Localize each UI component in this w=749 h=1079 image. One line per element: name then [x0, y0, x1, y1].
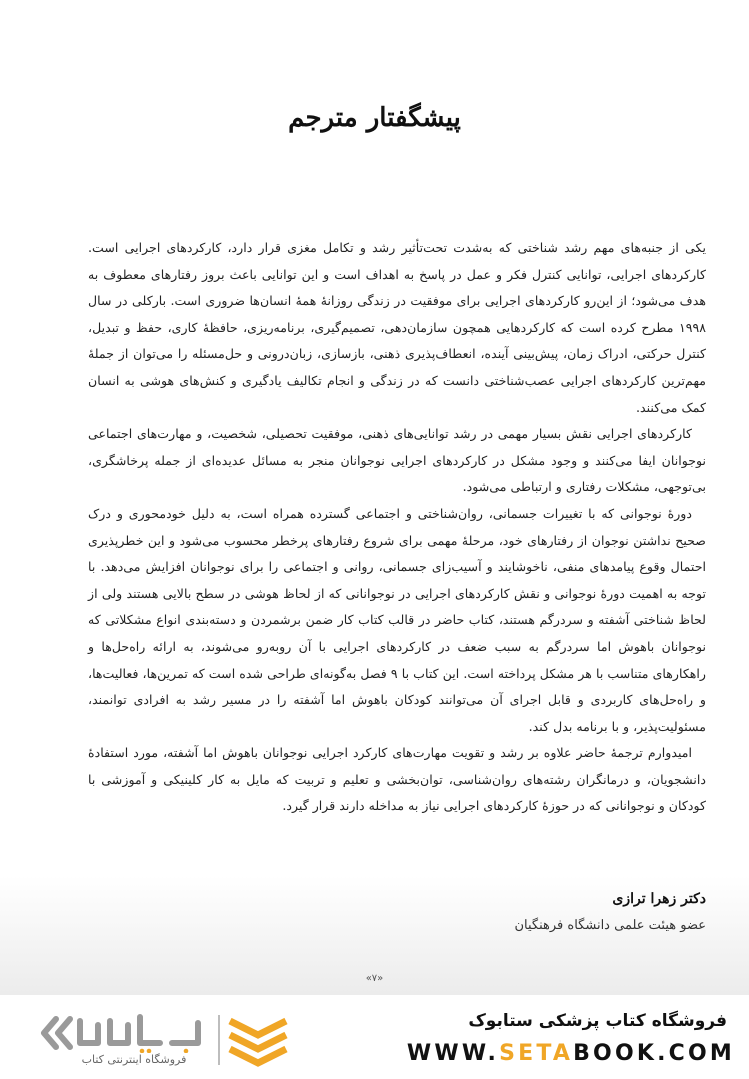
translator-name: دکتر زهرا ترازی — [612, 891, 706, 907]
paragraph-1: یکی از جنبه‌های مهم رشد شناختی که به‌شدت تحت‌تأثیر رشد و تکامل مغزی قرار دارد، کارکردهای اجرایی است. کارکردهای اجرایی، توانایی کنترل فکر و عمل در پاسخ به اهداف است و این توانایی باعث بروز رفتارهای معطوف به هدف می‌شود؛ از این‌رو کارکردهای اجرایی برای موفقیت در زندگی روزانهٔ همهٔ انسان‌ها ضروری است. بارکلی در سال ۱۹۹۸ مطرح کرده است که کارکردهایی همچون سازمان‌دهی، تصمیم‌گیری، برنامه‌ریزی، حافظهٔ کاری، حفظ و تبدیل، کنترل حرکتی، ادراک زمان، پیش‌بینی آینده، انعطاف‌پذیری ذهنی، بازسازی، زبان‌درونی و حل‌مسئله را می‌توان از جملهٔ مهم‌ترین کارکردهای اجرایی عصب‌شناختی دانست که در زندگی و انجام تکالیف یادگیری و کنش‌های هوشی به انسان کمک می‌کنند. — [88, 240, 707, 415]
page-number: «۷» — [365, 973, 384, 984]
body-text — [88, 235, 706, 820]
store-url[interactable] — [407, 1041, 735, 1066]
paragraph-3: دورهٔ نوجوانی که با تغییرات جسمانی، روان‌شناختی و اجتماعی گسترده همراه است، به دلیل خودمحوری و درک صحیح نداشتن نوجوان از رفتارهای خود، مرحلهٔ مهمی برای شروع رفتارهای پرخطر محسوب می‌شود و این خطرپذیری احتمال وقوع پیامدهای منفی، ناخوشایند و آسیب‌زای جسمانی، روانی و اجتماعی را برای نوجوانان افزایش می‌دهد. با توجه به اهمیت دورهٔ نوجوانی و نقش کارکردهای اجرایی در نوجوانانی که از لحاظ هوشی در سطح بالایی هستند ولی از لحاظ شناختی آشفته و سردرگم هستند، کتاب حاضر در قالب کتاب کار ضمن برشمردن و دسته‌بندی انواع مشکلاتی که نوجوانان باهوش اما سردرگم به سبب ضعف در کارکردهای اجرایی با آن روبه‌رو می‌شوند، به ارائه راه‌حل‌ها و راهکارهای متناسب با هر مشکل پرداخته است. این کتاب با ۹ فصل به‌گونه‌ای طراحی شده است که تمرین‌ها، فعالیت‌ها، و راه‌حل‌های کاربردی و قابل اجرای آن می‌توانند کودکان باهوش اما آشفته را در مسیر رشد به افرادی توانمند، مسئولیت‌پذیر، و با برنامه بدل کند. — [88, 505, 706, 734]
translator-affiliation: عضو هیئت علمی دانشگاه فرهنگیان — [514, 918, 706, 933]
paragraph-2: کارکردهای اجرایی نقش بسیار مهمی در رشد توانایی‌های ذهنی، موفقیت تحصیلی، شخصیت، و مهارت‌های اجتماعی نوجوانان ایفا می‌کنند و وجود مشکل در کارکردهای اجرایی نوجوانان منجر به مسائل عدیده‌ای از جمله پرخاشگری، بی‌توجهی، مشکلات رفتاری و ارتباطی می‌شود. — [88, 426, 706, 495]
store-name: فروشگاه کتاب پزشکی ستابوک — [468, 1011, 727, 1031]
setabook-wordmark-icon — [38, 1013, 206, 1053]
paragraph-4: امیدوارم ترجمهٔ حاضر علاوه بر رشد و تقویت مهارت‌های کارکرد اجرایی نوجوانان باهوش اما آشفته، مورد استفادهٔ دانشجویان، و درمانگران رشته‌های روان‌شناسی، توان‌بخشی و تعلیم و تربیت که مایل به کار کلینیکی و آموزشی با کودکان و نوجوانانی که در حوزهٔ کارکردهای اجرایی نیاز به مداخله دارند قرار گیرد. — [88, 745, 706, 814]
store-footer — [0, 995, 749, 1079]
logo-subtitle: فروشگاه اینترنتی کتاب — [81, 1053, 187, 1066]
url-accent: SETA — [499, 1041, 574, 1066]
url-suffix: BOOK.COM — [573, 1041, 735, 1066]
translator-signature — [88, 887, 706, 941]
stacked-books-chevron-icon — [216, 1011, 290, 1069]
store-logo[interactable] — [30, 1009, 292, 1071]
url-prefix: WWW. — [406, 1041, 500, 1066]
page-title: پیشگفتار مترجم — [288, 103, 461, 133]
